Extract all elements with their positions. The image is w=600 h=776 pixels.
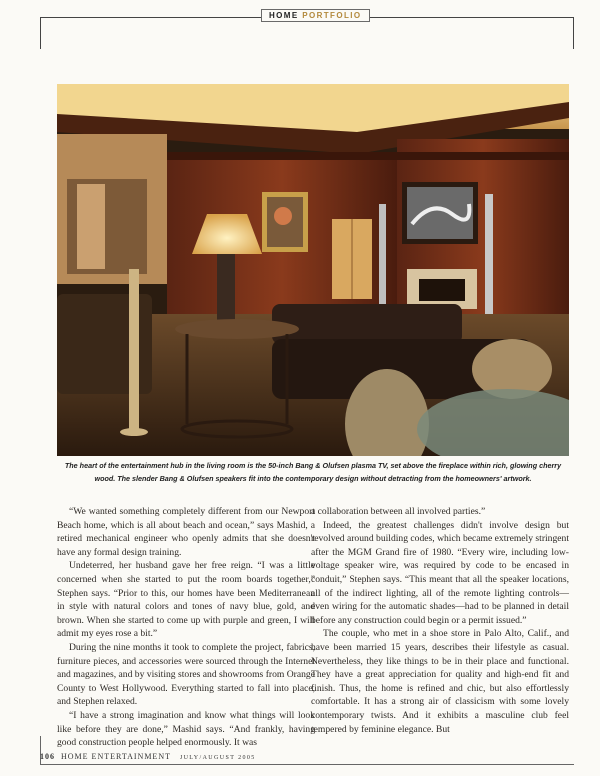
section-tag-label: HOME — [269, 11, 299, 20]
paragraph: Undeterred, her husband gave her free reign. “I was a little concerned when she started to put the room boards together,” Stephen says. “Prior to this, our homes have been Mediterranean in style with natural colors and tones of navy blue, gold, and brown. When she started to come up with purple and green, I will admit my eyes rose a bit.” — [57, 560, 315, 640]
paragraph: “We wanted something completely different from our Newport Beach home, which is all about beach and ocean,” says Mashid, a retired mechanical engineer who openly admits that she doesn't have any formal design training. — [57, 506, 315, 558]
page-footer — [40, 752, 256, 761]
page-number: 106 — [40, 752, 55, 761]
living-room-photo — [57, 84, 569, 456]
header-rule-left-tick — [40, 17, 41, 49]
photo-caption: The heart of the entertainment hub in the living room is the 50-inch Bang & Olufsen plasma TV, set above the fireplace within rich, glowing cherry wood. The slender Bang & Olufsen speakers fit into the contemporary design without detracting from the homeowners' artwork. — [64, 461, 562, 483]
footer-rule — [40, 764, 574, 765]
section-tag-accent: PORTFOLIO — [302, 11, 362, 20]
paragraph: “I have a strong imagination and know what things will look like before they are done,” Mashid says. “And frankly, having good construction people helped enormously. It was — [57, 709, 315, 749]
body-column-left — [57, 505, 315, 750]
section-tag — [261, 9, 370, 22]
paragraph: The couple, who met in a shoe store in Palo Alto, Calif., and have been married 15 years, describes their lifestyle as casual. Nevertheless, they like things to be in their place and functional. They have a great appreciation for quality and high-end fit and finish. Thus, the home is refined and chic, but also effortlessly comfortable. It has a strong air of classicism with some lovely contemporary twists. And it exhibits a masculine club feel tempered by feminine elegance. But — [311, 628, 569, 735]
magazine-name: HOME ENTERTAINMENT — [61, 752, 171, 761]
issue-date: JULY/AUGUST 2005 — [179, 755, 256, 761]
header-rule-right-tick — [573, 17, 574, 49]
paragraph: During the nine months it took to complete the project, fabrics, furniture pieces, and accessories were sourced through the Internet and magazines, and by visiting stores and showrooms from Orange County to West Hollywood. Everything started to fall into place, and Stephen relaxed. — [57, 641, 315, 708]
body-column-right — [311, 505, 569, 736]
paragraph: a collaboration between all involved parties.” — [311, 506, 486, 517]
paragraph: Indeed, the greatest challenges didn't involve design but revolved around building codes, which became extremely stringent after the MGM Grand fire of 1980. “Every wire, including low-voltage speaker wire, was required by code to be encased in conduit,” Stephen says. “This meant that all the speaker locations, all of the indirect lighting, all of the remote lighting controls—even wiring for the automatic shades—had to be planned in detail before any construction could begin or a permit issued.” — [311, 519, 569, 626]
